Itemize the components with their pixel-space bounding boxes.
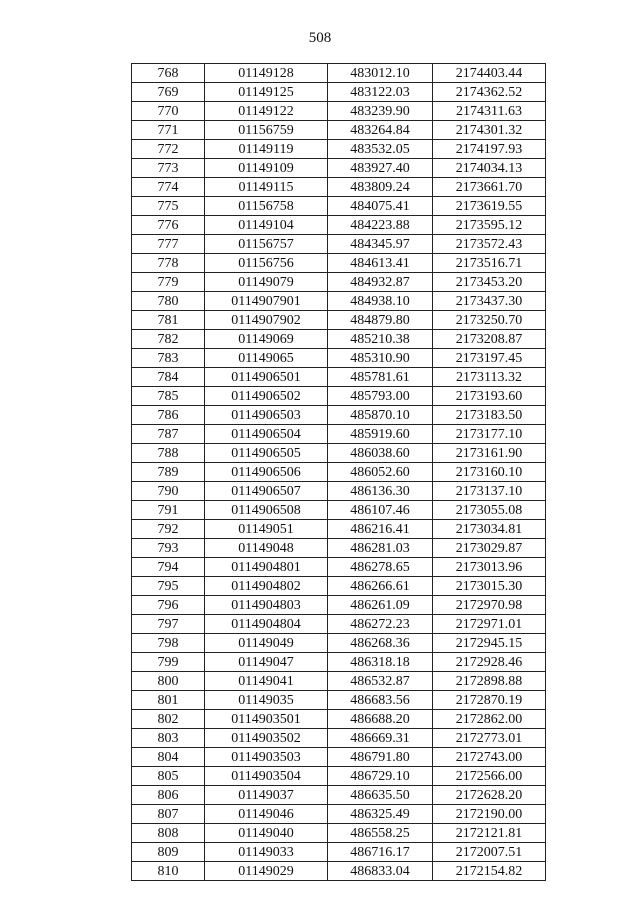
table-body xyxy=(132,64,546,881)
table-row xyxy=(132,596,546,615)
y-coordinate-cell: 2172928.46 xyxy=(433,653,546,672)
point-id-cell: 0114904804 xyxy=(205,615,328,634)
x-coordinate-cell: 484223.88 xyxy=(328,216,433,235)
x-coordinate-cell: 486272.23 xyxy=(328,615,433,634)
y-coordinate-cell: 2172121.81 xyxy=(433,824,546,843)
y-coordinate-cell: 2174034.13 xyxy=(433,159,546,178)
y-coordinate-cell: 2172628.20 xyxy=(433,786,546,805)
x-coordinate-cell: 486216.41 xyxy=(328,520,433,539)
row-index-cell: 769 xyxy=(132,83,205,102)
point-id-cell: 0114904802 xyxy=(205,577,328,596)
point-id-cell: 01149079 xyxy=(205,273,328,292)
row-index-cell: 794 xyxy=(132,558,205,577)
row-index-cell: 803 xyxy=(132,729,205,748)
point-id-cell: 01156757 xyxy=(205,235,328,254)
y-coordinate-cell: 2173183.50 xyxy=(433,406,546,425)
y-coordinate-cell: 2172566.00 xyxy=(433,767,546,786)
row-index-cell: 780 xyxy=(132,292,205,311)
x-coordinate-cell: 484938.10 xyxy=(328,292,433,311)
x-coordinate-cell: 486052.60 xyxy=(328,463,433,482)
table-row xyxy=(132,254,546,273)
x-coordinate-cell: 486532.87 xyxy=(328,672,433,691)
x-coordinate-cell: 486729.10 xyxy=(328,767,433,786)
x-coordinate-cell: 485781.61 xyxy=(328,368,433,387)
point-id-cell: 01149128 xyxy=(205,64,328,83)
row-index-cell: 809 xyxy=(132,843,205,862)
y-coordinate-cell: 2173453.20 xyxy=(433,273,546,292)
row-index-cell: 801 xyxy=(132,691,205,710)
x-coordinate-cell: 486136.30 xyxy=(328,482,433,501)
y-coordinate-cell: 2174362.52 xyxy=(433,83,546,102)
row-index-cell: 778 xyxy=(132,254,205,273)
y-coordinate-cell: 2172970.98 xyxy=(433,596,546,615)
row-index-cell: 793 xyxy=(132,539,205,558)
x-coordinate-cell: 486278.65 xyxy=(328,558,433,577)
table-row xyxy=(132,767,546,786)
point-id-cell: 01149119 xyxy=(205,140,328,159)
y-coordinate-cell: 2173034.81 xyxy=(433,520,546,539)
x-coordinate-cell: 483239.90 xyxy=(328,102,433,121)
table-row xyxy=(132,463,546,482)
row-index-cell: 807 xyxy=(132,805,205,824)
point-id-cell: 0114903501 xyxy=(205,710,328,729)
x-coordinate-cell: 486635.50 xyxy=(328,786,433,805)
point-id-cell: 0114907901 xyxy=(205,292,328,311)
row-index-cell: 781 xyxy=(132,311,205,330)
table-row xyxy=(132,292,546,311)
x-coordinate-cell: 486281.03 xyxy=(328,539,433,558)
point-id-cell: 01149035 xyxy=(205,691,328,710)
table-row xyxy=(132,539,546,558)
x-coordinate-cell: 486669.31 xyxy=(328,729,433,748)
y-coordinate-cell: 2172154.82 xyxy=(433,862,546,881)
y-coordinate-cell: 2173137.10 xyxy=(433,482,546,501)
y-coordinate-cell: 2172007.51 xyxy=(433,843,546,862)
x-coordinate-cell: 486261.09 xyxy=(328,596,433,615)
table-row xyxy=(132,805,546,824)
x-coordinate-cell: 483012.10 xyxy=(328,64,433,83)
y-coordinate-cell: 2172862.00 xyxy=(433,710,546,729)
row-index-cell: 771 xyxy=(132,121,205,140)
point-id-cell: 01149041 xyxy=(205,672,328,691)
table-row xyxy=(132,330,546,349)
row-index-cell: 791 xyxy=(132,501,205,520)
table-row xyxy=(132,387,546,406)
point-id-cell: 0114906506 xyxy=(205,463,328,482)
y-coordinate-cell: 2173619.55 xyxy=(433,197,546,216)
row-index-cell: 779 xyxy=(132,273,205,292)
point-id-cell: 01149065 xyxy=(205,349,328,368)
point-id-cell: 01149046 xyxy=(205,805,328,824)
y-coordinate-cell: 2172971.01 xyxy=(433,615,546,634)
table-row xyxy=(132,235,546,254)
x-coordinate-cell: 483264.84 xyxy=(328,121,433,140)
point-id-cell: 01156756 xyxy=(205,254,328,273)
y-coordinate-cell: 2174301.32 xyxy=(433,121,546,140)
table-row xyxy=(132,102,546,121)
table-row xyxy=(132,197,546,216)
x-coordinate-cell: 486791.80 xyxy=(328,748,433,767)
row-index-cell: 808 xyxy=(132,824,205,843)
table-row xyxy=(132,425,546,444)
row-index-cell: 774 xyxy=(132,178,205,197)
row-index-cell: 782 xyxy=(132,330,205,349)
point-id-cell: 01149037 xyxy=(205,786,328,805)
table-row xyxy=(132,178,546,197)
x-coordinate-cell: 483927.40 xyxy=(328,159,433,178)
row-index-cell: 806 xyxy=(132,786,205,805)
row-index-cell: 799 xyxy=(132,653,205,672)
point-id-cell: 01149069 xyxy=(205,330,328,349)
y-coordinate-cell: 2174197.93 xyxy=(433,140,546,159)
x-coordinate-cell: 486716.17 xyxy=(328,843,433,862)
point-id-cell: 0114906504 xyxy=(205,425,328,444)
table-row xyxy=(132,520,546,539)
x-coordinate-cell: 484613.41 xyxy=(328,254,433,273)
table-row xyxy=(132,444,546,463)
row-index-cell: 772 xyxy=(132,140,205,159)
row-index-cell: 805 xyxy=(132,767,205,786)
row-index-cell: 797 xyxy=(132,615,205,634)
x-coordinate-cell: 485793.00 xyxy=(328,387,433,406)
row-index-cell: 788 xyxy=(132,444,205,463)
row-index-cell: 784 xyxy=(132,368,205,387)
table-row xyxy=(132,273,546,292)
y-coordinate-cell: 2172898.88 xyxy=(433,672,546,691)
x-coordinate-cell: 486268.36 xyxy=(328,634,433,653)
table-row xyxy=(132,729,546,748)
y-coordinate-cell: 2173177.10 xyxy=(433,425,546,444)
x-coordinate-cell: 486318.18 xyxy=(328,653,433,672)
x-coordinate-cell: 483122.03 xyxy=(328,83,433,102)
point-id-cell: 0114904803 xyxy=(205,596,328,615)
row-index-cell: 795 xyxy=(132,577,205,596)
y-coordinate-cell: 2173595.12 xyxy=(433,216,546,235)
table-row xyxy=(132,862,546,881)
table-row xyxy=(132,406,546,425)
x-coordinate-cell: 486266.61 xyxy=(328,577,433,596)
y-coordinate-cell: 2173193.60 xyxy=(433,387,546,406)
table-row xyxy=(132,634,546,653)
point-id-cell: 0114906507 xyxy=(205,482,328,501)
table-row xyxy=(132,786,546,805)
table-row xyxy=(132,216,546,235)
x-coordinate-cell: 486558.25 xyxy=(328,824,433,843)
table-row xyxy=(132,653,546,672)
x-coordinate-cell: 483532.05 xyxy=(328,140,433,159)
y-coordinate-cell: 2173029.87 xyxy=(433,539,546,558)
table-row xyxy=(132,64,546,83)
table-row xyxy=(132,140,546,159)
row-index-cell: 786 xyxy=(132,406,205,425)
y-coordinate-cell: 2173250.70 xyxy=(433,311,546,330)
x-coordinate-cell: 486038.60 xyxy=(328,444,433,463)
y-coordinate-cell: 2174403.44 xyxy=(433,64,546,83)
row-index-cell: 810 xyxy=(132,862,205,881)
row-index-cell: 792 xyxy=(132,520,205,539)
x-coordinate-cell: 486107.46 xyxy=(328,501,433,520)
row-index-cell: 796 xyxy=(132,596,205,615)
y-coordinate-cell: 2172945.15 xyxy=(433,634,546,653)
y-coordinate-cell: 2173516.71 xyxy=(433,254,546,273)
y-coordinate-cell: 2172743.00 xyxy=(433,748,546,767)
table-row xyxy=(132,311,546,330)
row-index-cell: 770 xyxy=(132,102,205,121)
row-index-cell: 804 xyxy=(132,748,205,767)
y-coordinate-cell: 2172773.01 xyxy=(433,729,546,748)
point-id-cell: 0114907902 xyxy=(205,311,328,330)
y-coordinate-cell: 2173661.70 xyxy=(433,178,546,197)
point-id-cell: 01149040 xyxy=(205,824,328,843)
row-index-cell: 790 xyxy=(132,482,205,501)
point-id-cell: 01149047 xyxy=(205,653,328,672)
y-coordinate-cell: 2173572.43 xyxy=(433,235,546,254)
x-coordinate-cell: 484879.80 xyxy=(328,311,433,330)
point-id-cell: 01149109 xyxy=(205,159,328,178)
y-coordinate-cell: 2173055.08 xyxy=(433,501,546,520)
y-coordinate-cell: 2173015.30 xyxy=(433,577,546,596)
table-row xyxy=(132,83,546,102)
x-coordinate-cell: 485870.10 xyxy=(328,406,433,425)
x-coordinate-cell: 483809.24 xyxy=(328,178,433,197)
row-index-cell: 800 xyxy=(132,672,205,691)
table-row xyxy=(132,672,546,691)
table-row xyxy=(132,501,546,520)
coordinates-table xyxy=(131,63,546,881)
table-row xyxy=(132,482,546,501)
table-row xyxy=(132,558,546,577)
page-number: 508 xyxy=(308,30,332,46)
x-coordinate-cell: 484932.87 xyxy=(328,273,433,292)
point-id-cell: 01149048 xyxy=(205,539,328,558)
y-coordinate-cell: 2173437.30 xyxy=(433,292,546,311)
x-coordinate-cell: 485919.60 xyxy=(328,425,433,444)
y-coordinate-cell: 2172190.00 xyxy=(433,805,546,824)
point-id-cell: 01156758 xyxy=(205,197,328,216)
table-row xyxy=(132,349,546,368)
y-coordinate-cell: 2173161.90 xyxy=(433,444,546,463)
y-coordinate-cell: 2173197.45 xyxy=(433,349,546,368)
table-row xyxy=(132,824,546,843)
x-coordinate-cell: 486688.20 xyxy=(328,710,433,729)
point-id-cell: 0114904801 xyxy=(205,558,328,577)
row-index-cell: 787 xyxy=(132,425,205,444)
x-coordinate-cell: 485310.90 xyxy=(328,349,433,368)
point-id-cell: 0114906503 xyxy=(205,406,328,425)
point-id-cell: 01149104 xyxy=(205,216,328,235)
y-coordinate-cell: 2173160.10 xyxy=(433,463,546,482)
point-id-cell: 0114903504 xyxy=(205,767,328,786)
row-index-cell: 777 xyxy=(132,235,205,254)
x-coordinate-cell: 486683.56 xyxy=(328,691,433,710)
row-index-cell: 783 xyxy=(132,349,205,368)
table-row xyxy=(132,691,546,710)
row-index-cell: 789 xyxy=(132,463,205,482)
point-id-cell: 01149125 xyxy=(205,83,328,102)
row-index-cell: 785 xyxy=(132,387,205,406)
point-id-cell: 0114903503 xyxy=(205,748,328,767)
point-id-cell: 0114906508 xyxy=(205,501,328,520)
point-id-cell: 0114906502 xyxy=(205,387,328,406)
table-row xyxy=(132,748,546,767)
y-coordinate-cell: 2174311.63 xyxy=(433,102,546,121)
table-row xyxy=(132,121,546,140)
row-index-cell: 775 xyxy=(132,197,205,216)
x-coordinate-cell: 486833.04 xyxy=(328,862,433,881)
y-coordinate-cell: 2172870.19 xyxy=(433,691,546,710)
point-id-cell: 01149029 xyxy=(205,862,328,881)
table-row xyxy=(132,577,546,596)
point-id-cell: 01149033 xyxy=(205,843,328,862)
row-index-cell: 773 xyxy=(132,159,205,178)
row-index-cell: 776 xyxy=(132,216,205,235)
point-id-cell: 0114906505 xyxy=(205,444,328,463)
table-row xyxy=(132,159,546,178)
table-row xyxy=(132,615,546,634)
x-coordinate-cell: 486325.49 xyxy=(328,805,433,824)
point-id-cell: 01149049 xyxy=(205,634,328,653)
x-coordinate-cell: 485210.38 xyxy=(328,330,433,349)
y-coordinate-cell: 2173113.32 xyxy=(433,368,546,387)
point-id-cell: 0114903502 xyxy=(205,729,328,748)
x-coordinate-cell: 484075.41 xyxy=(328,197,433,216)
x-coordinate-cell: 484345.97 xyxy=(328,235,433,254)
point-id-cell: 01149122 xyxy=(205,102,328,121)
table-row xyxy=(132,843,546,862)
point-id-cell: 01156759 xyxy=(205,121,328,140)
y-coordinate-cell: 2173013.96 xyxy=(433,558,546,577)
table-row xyxy=(132,368,546,387)
row-index-cell: 802 xyxy=(132,710,205,729)
row-index-cell: 768 xyxy=(132,64,205,83)
point-id-cell: 01149051 xyxy=(205,520,328,539)
table-row xyxy=(132,710,546,729)
point-id-cell: 0114906501 xyxy=(205,368,328,387)
row-index-cell: 798 xyxy=(132,634,205,653)
y-coordinate-cell: 2173208.87 xyxy=(433,330,546,349)
point-id-cell: 01149115 xyxy=(205,178,328,197)
